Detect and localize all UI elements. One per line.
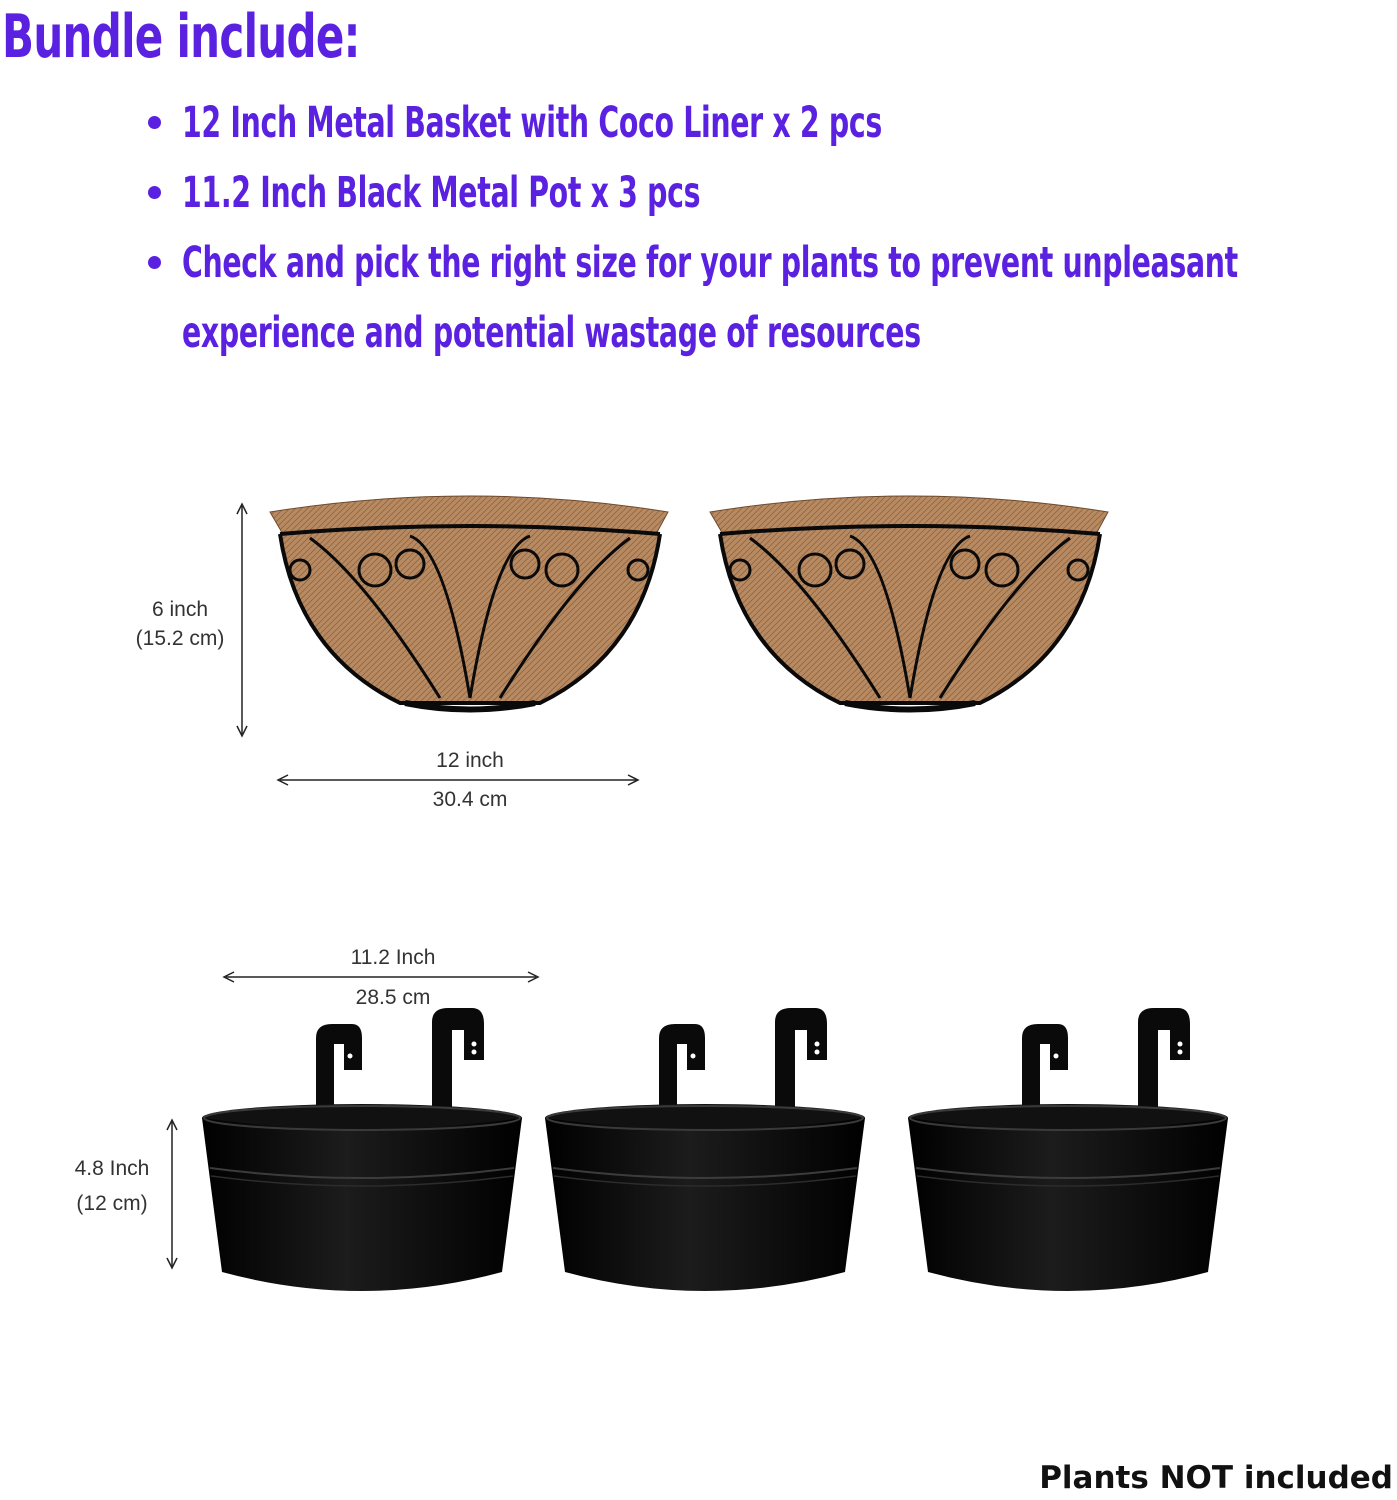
basket-height-inch: 6 inch	[151, 598, 209, 621]
bundle-item-text: 12 Inch Metal Basket with Coco Liner x 2 pcs	[182, 98, 882, 148]
pot-width-arrow	[224, 972, 538, 982]
bundle-heading: Bundle include:	[2, 2, 360, 72]
metal-pot-2	[545, 1008, 865, 1291]
metal-pot-1	[202, 1008, 522, 1291]
pot-height-inch: 4.8 Inch	[74, 1157, 150, 1180]
coco-basket-1	[270, 496, 668, 710]
pot-width-cm: 28.5 cm	[355, 986, 431, 1009]
coco-basket-2	[710, 496, 1108, 710]
bundle-item-text: 11.2 Inch Black Metal Pot x 3 pcs	[182, 168, 701, 218]
bundle-item-text-continued: experience and potential wastage of resources	[182, 308, 921, 358]
bundle-item-text: Check and pick the right size for your plants to prevent unpleasant	[182, 238, 1238, 288]
basket-width-cm: 30.4 cm	[432, 788, 508, 811]
pot-height-cm: (12 cm)	[76, 1192, 148, 1215]
basket-height-cm: (15.2 cm)	[135, 627, 225, 650]
pot-width-inch: 11.2 Inch	[350, 946, 436, 969]
metal-pot-3	[908, 1008, 1228, 1291]
basket-width-arrow	[278, 775, 638, 785]
plants-not-included-note: Plants NOT included	[1039, 1460, 1393, 1496]
basket-width-inch: 12 inch	[436, 749, 504, 772]
